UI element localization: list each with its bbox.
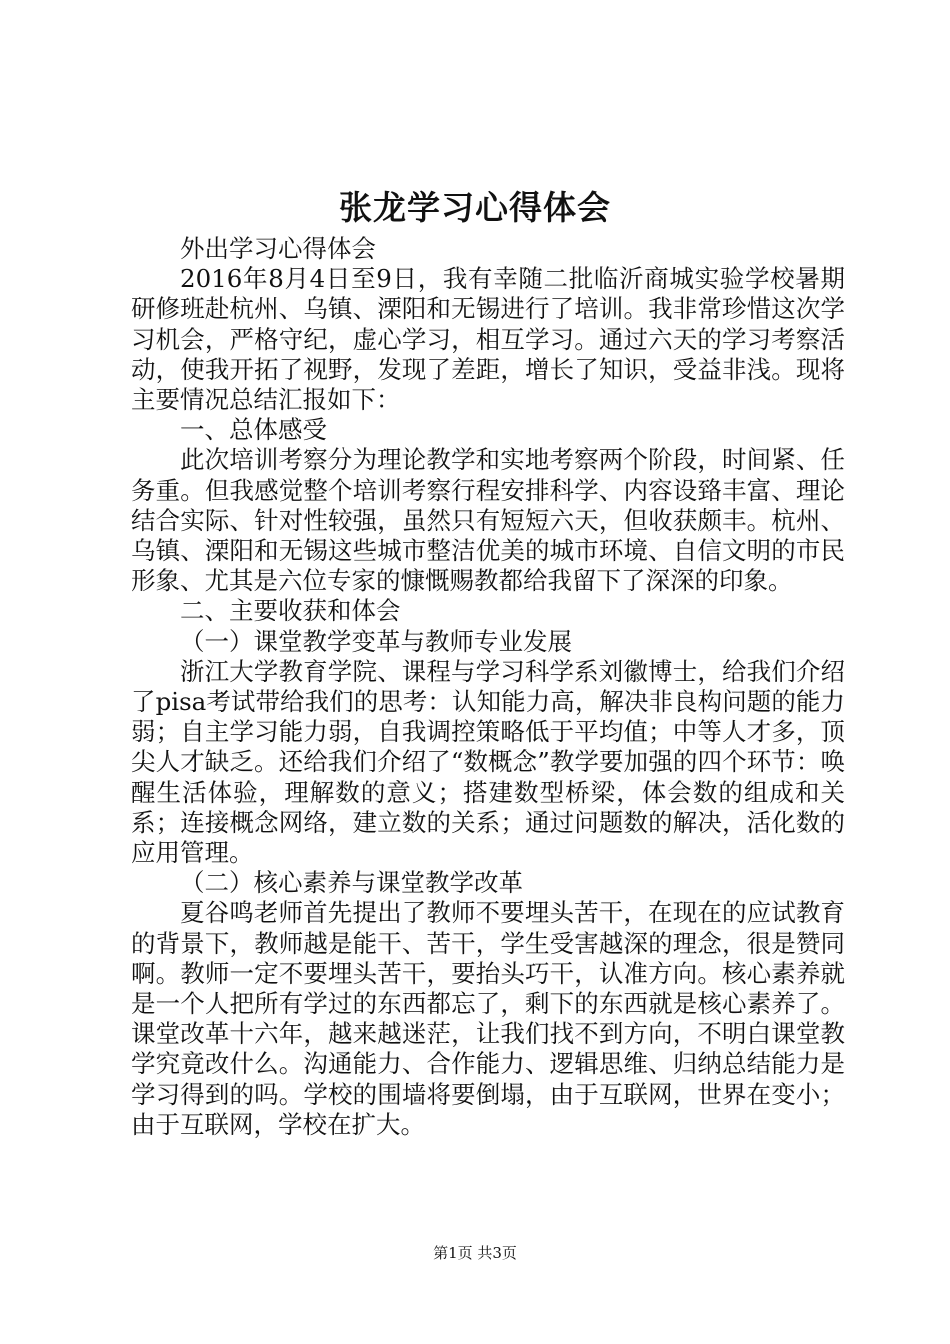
- paragraph-subsection-2: 夏谷鸣老师首先提出了教师不要埋头苦干，在现在的应试教育的背景下，教师越是能干、苦干，学生受害越深的理念，很是赞同啊。教师一定不要埋头苦干，要抬头巧干，认准方向。核心素养就是一个人把所有学过的东西都忘了，剩下的东西就是核心素养了。课堂改革十六年，越来越迷茫，让我们找不到方向，不明白课堂教学究竟改什么。沟通能力、合作能力、逻辑思维、归纳总结能力是学习得到的吗。学校的围墙将要倒塌，由于互联网，世界在变小；由于互联网，学校在扩大。: [131, 898, 845, 1139]
- section-heading-overall: 一、总体感受: [180, 415, 327, 445]
- document-body: [131, 234, 845, 1140]
- subsection-heading-2: （二）核心素养与课堂教学改革: [180, 868, 523, 898]
- page-number: 第1页 共3页: [433, 1244, 517, 1262]
- subsection-heading-1: （一）课堂教学变革与教师专业发展: [180, 626, 572, 656]
- paragraph-intro: 2016年8月4日至9日，我有幸随二批临沂商城实验学校暑期研修班赴杭州、乌镇、溧阳和无锡进行了培训。我非常珍惜这次学习机会，严格守纪，虚心学习，相互学习。通过六天的学习考察活动，使我开拓了视野，发现了差距，增长了知识，受益非浅。现将主要情况总结汇报如下：: [131, 264, 845, 415]
- section-heading-gains: 二、主要收获和体会: [180, 596, 401, 626]
- document-title: 张龙学习心得体会: [339, 188, 611, 227]
- paragraph-overall: 此次培训考察分为理论教学和实地考察两个阶段，时间紧、任务重。但我感觉整个培训考察行程安排科学、内容设臵丰富、理论结合实际、针对性较强，虽然只有短短六天，但收获颇丰。杭州、乌镇、溧阳和无锡这些城市整洁优美的城市环境、自信文明的市民形象、尤其是六位专家的慷慨赐教都给我留下了深深的印象。: [131, 445, 845, 596]
- paragraph-subsection-1: 浙江大学教育学院、课程与学习科学系刘徽博士，给我们介绍了pisa考试带给我们的思考：认知能力高，解决非良构问题的能力弱；自主学习能力弱，自我调控策略低于平均值；中等人才多，顶尖人才缺乏。还给我们介绍了“数概念”教学要加强的四个环节：唤醒生活体验，理解数的意义；搭建数型桥梁，体会数的组成和关系；连接概念网络，建立数的关系；通过问题数的解决，活化数的应用管理。: [131, 656, 845, 868]
- paragraph-subtitle: 外出学习心得体会: [180, 234, 376, 263]
